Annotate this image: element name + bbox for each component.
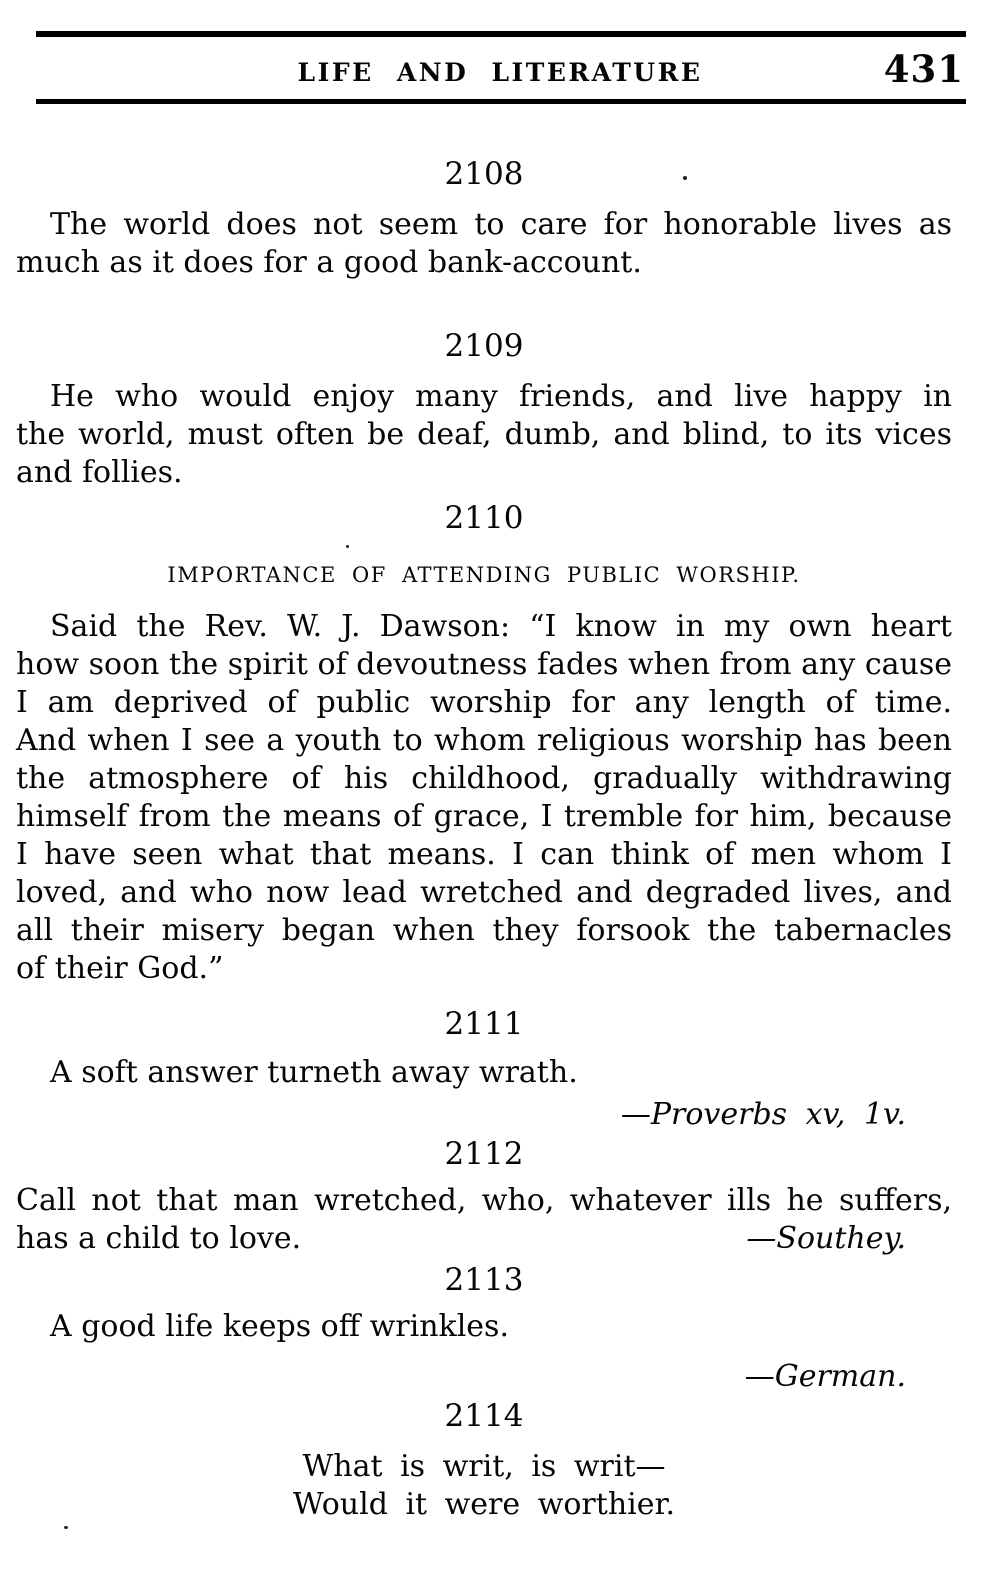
entry-2112 [16, 1136, 952, 1258]
entry-verse [16, 1448, 952, 1524]
text-line: the atmosphere of his childhood, gradually withdrawing [16, 761, 952, 796]
text-line: I have seen what that means. I can think of men whom I [16, 837, 952, 872]
entry-paragraph [16, 1182, 952, 1258]
text-line: and follies. [16, 455, 183, 490]
attribution: —Proverbs xv, 1v. [620, 1097, 906, 1132]
text-line: has a child to love. [16, 1221, 302, 1256]
attribution: —Southey. [746, 1221, 906, 1256]
verse-line: Would it were worthier. [292, 1487, 676, 1522]
text-line: The world does not seem to care for honorable lives as [50, 207, 952, 242]
page-number: 431 [883, 47, 964, 91]
entry-number: 2109 [444, 328, 524, 364]
text-line: He who would enjoy many friends, and live happy in [50, 379, 952, 414]
scan-speck [64, 1526, 68, 1529]
text-line: loved, and who now lead wretched and degraded lives, and [16, 875, 952, 910]
text-line-with-attribution [16, 1220, 952, 1258]
page-content [0, 104, 1000, 1524]
entry-2113 [16, 1262, 952, 1396]
entry-2108 [16, 156, 952, 282]
entry-2110 [16, 500, 952, 988]
header-top-rule [36, 31, 966, 37]
entry-number: 2110 [444, 500, 524, 536]
text-line: all their misery began when they forsook the tabernacles [16, 913, 952, 948]
scan-speck [683, 176, 687, 180]
entry-2111 [16, 1006, 952, 1134]
text-line: I am deprived of public worship for any length of time. [16, 685, 952, 720]
text-line: And when I see a youth to whom religious worship has been [16, 723, 952, 758]
entry-number: 2114 [444, 1398, 524, 1434]
text-line: A soft answer turneth away wrath. [50, 1055, 578, 1090]
page-title: LIFE AND LITERATURE [297, 58, 703, 87]
entry-2114 [16, 1398, 952, 1524]
text-line: much as it does for a good bank-account. [16, 245, 642, 280]
text-line: himself from the means of grace, I tremble for him, because [16, 799, 952, 834]
entry-paragraph [16, 378, 952, 492]
entry-heading: IMPORTANCE OF ATTENDING PUBLIC WORSHIP. [167, 563, 801, 587]
entry-paragraph [16, 206, 952, 282]
entry-number: 2111 [444, 1006, 524, 1042]
entry-paragraph [16, 1308, 952, 1346]
scan-speck [346, 545, 349, 548]
attribution: —German. [744, 1359, 906, 1394]
text-line: of their God.” [16, 951, 224, 986]
entry-number: 2112 [444, 1136, 524, 1172]
entry-2109 [16, 328, 952, 492]
text-line: the world, must often be deaf, dumb, and blind, to its vices [16, 417, 952, 452]
entry-paragraph [16, 608, 952, 988]
verse-line: What is writ, is writ— [302, 1449, 666, 1484]
text-line: how soon the spirit of devoutness fades when from any cause [16, 647, 952, 682]
text-line: Call not that man wretched, who, whatever ills he suffers, [16, 1183, 952, 1218]
entry-paragraph [16, 1054, 952, 1092]
text-line: Said the Rev. W. J. Dawson: “I know in my own heart [50, 609, 952, 644]
entry-number: 2108 [444, 156, 524, 192]
text-line: A good life keeps off wrinkles. [50, 1309, 509, 1344]
entry-number: 2113 [444, 1262, 524, 1298]
